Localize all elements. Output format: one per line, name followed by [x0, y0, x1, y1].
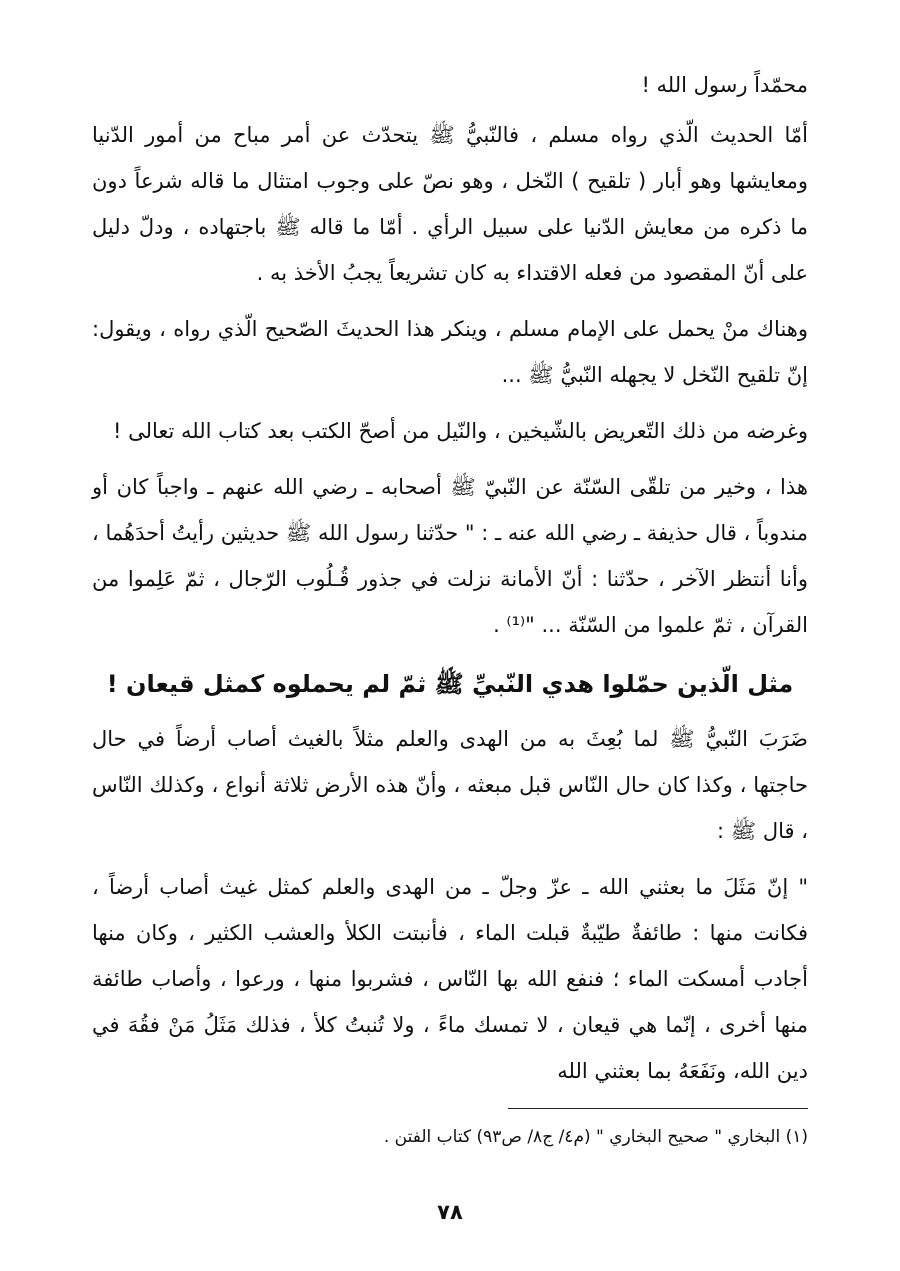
paragraph-3: وهناك منْ يحمل على الإمام مسلم ، وينكر هذا الحديثَ الصّحيح الّذي رواه ، ويقول: إنّ تلقيح النّخل لا يجهله النّبيُّ ﷺ ... — [92, 317, 808, 387]
paragraph-1: محمّداً رسول الله ! — [641, 73, 808, 97]
footnote: (١) البخاري " صحيح البخاري " (م٤/ ج٨/ ص٩٣) كتاب الفتن . — [383, 1127, 808, 1147]
page-number: ٧٨ — [437, 1200, 463, 1224]
paragraph-6: ضَرَبَ النّبيُّ ﷺ لما بُعِثَ به من الهدى والعلم مثلاً بالغيث أصاب أرضاً في حال حاجتها ، وكذا كان حال النّاس قبل مبعثه ، وأنّ هذه الأرض ثلاثة أنواع ، وكذلك النّاس ، قال ﷺ : — [92, 727, 808, 843]
paragraph-7: " إنّ مَثَلَ ما بعثني الله ـ عزّ وجلّ ـ من الهدى والعلم كمثل غيث أصاب أرضاً ، فكانت منها : طائفةٌ طيّبةٌ قبلت الماء ، فأنبتت الكلأ والعشب الكثير ، وكان منها أجادب أمسكت الماء ؛ فنفع الله بها النّاس ، فشربوا منها ، ورعوا ، وأصاب طائفة منها أخرى ، إنّما هي قيعان ، لا تمسك ماءً ، ولا تُنبتُ كلأ ، فذلك مَثَلُ مَنْ فقُهَ في دين الله، ونَفَعَهُ بما بعثني الله — [92, 875, 808, 1083]
paragraph-2: أمّا الحديث الّذي رواه مسلم ، فالنّبيُّ ﷺ يتحدّث عن أمر مباح من أمور الدّنيا ومعايشها وهو أبار ( تلقيح ) النّخل ، وهو نصّ على وجوب امتثال ما قاله شرعاً دون ما ذكره من معايش الدّنيا على سبيل الرأي . أمّا ما قاله ﷺ باجتهاده ، ودلّ دليل على أنّ المقصود من فعله الاقتداء به كان تشريعاً يجبُ الأخذ به . — [92, 123, 808, 285]
paragraph-5: هذا ، وخير من تلقّى السّنّة عن النّبيّ ﷺ أصحابه ـ رضي الله عنهم ـ واجباً كان أو مندوباً ، قال حذيفة ـ رضي الله عنه ـ : " حدّثنا رسول الله ﷺ حديثين رأيتُ أحدَهُما ، وأنا أنتظر الآخر ، حدّثنا : أنّ الأمانة نزلت في جذور قُـلُوب الرّجال ، ثمّ عَلِموا من القرآن ، ثمّ علموا من السّنّة ... "⁽¹⁾ . — [92, 475, 808, 637]
paragraph-4: وغرضه من ذلك التّعريض بالشّيخين ، والنّيل من أصحّ الكتب بعد كتاب الله تعالى ! — [113, 419, 808, 443]
footnote-divider — [508, 1108, 808, 1109]
book-page — [92, 62, 808, 1242]
section-heading: مثل الّذين حمّلوا هدي النّبيِّ ﷺ ثمّ لم يحملوه كمثل قيعان ! — [106, 670, 794, 698]
